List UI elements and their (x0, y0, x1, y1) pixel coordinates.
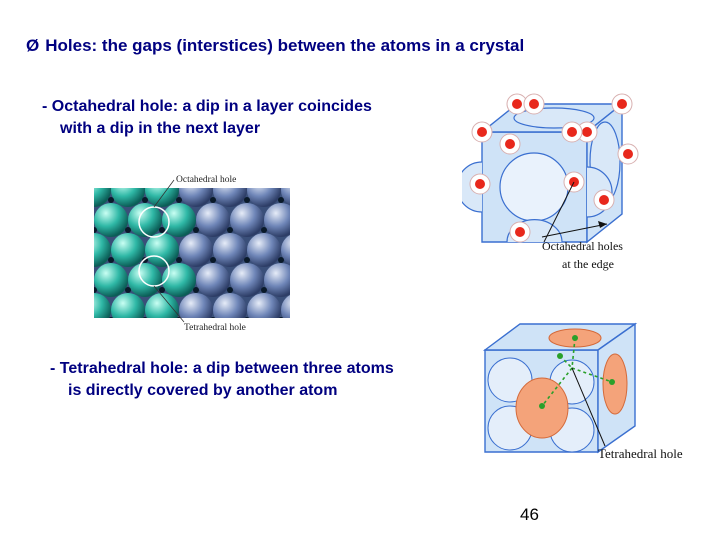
interstice-dot (295, 227, 301, 233)
packed-sphere (247, 293, 281, 327)
packed-sphere (213, 233, 247, 267)
tetrahedral-hole-label: Tetrahedral hole (184, 323, 246, 333)
interstice-dot (210, 197, 216, 203)
octahedral-holes-label-line2: at the edge (562, 257, 614, 271)
tetrahedral-cube-figure (480, 320, 718, 470)
packed-sphere (145, 173, 179, 207)
packed-sphere (179, 233, 213, 267)
octahedral-hole-dot (505, 139, 515, 149)
packed-sphere (111, 293, 145, 327)
tetrahedral-description (50, 358, 470, 402)
octahedral-hole-dot (567, 127, 577, 137)
octahedral-hole-dot (623, 149, 633, 159)
interstice-dot (142, 317, 148, 323)
packed-sphere (298, 263, 302, 297)
interstice-dot (176, 257, 182, 263)
packed-sphere (128, 203, 162, 237)
packed-sphere (230, 203, 264, 237)
page-number: 46 (520, 505, 539, 524)
packed-sphere (111, 173, 145, 207)
octahedral-hole-label: Octahedral hole (176, 175, 237, 185)
packed-sphere (213, 293, 247, 327)
packed-sphere (162, 263, 196, 297)
interstice-dot (295, 287, 301, 293)
tetrahedral-hole-cube-label: Tetrahedral hole (598, 446, 683, 461)
packed-sphere (128, 263, 162, 297)
interstice-dot (210, 257, 216, 263)
interstice-dot (227, 227, 233, 233)
packed-sphere (145, 233, 179, 267)
packed-sphere (298, 203, 302, 237)
interstice-dot (193, 287, 199, 293)
octahedral-hole-dot (477, 127, 487, 137)
interstice-dot (159, 287, 165, 293)
interstice-dot (108, 317, 114, 323)
interstice-dot (278, 317, 284, 323)
octahedral-hole-dot (512, 99, 522, 109)
slide-title-text: Holes: the gaps (interstices) between the atoms in a crystal (45, 36, 525, 55)
slide-title (26, 36, 524, 56)
interstice-dot (244, 257, 250, 263)
octahedral-line1: - Octahedral hole: a dip in a layer coincides (42, 98, 372, 115)
packed-sphere (111, 233, 145, 267)
interstice-dot (142, 197, 148, 203)
interstice-dot (108, 257, 114, 263)
packed-sphere (264, 263, 298, 297)
layer-packing-figure (92, 170, 302, 335)
tetrahedral-line1: - Tetrahedral hole: a dip between three atoms (50, 360, 394, 377)
arrow-bullet-icon: Ø (26, 36, 40, 55)
octahedral-hole-dot (617, 99, 627, 109)
central-sphere (500, 153, 568, 221)
octahedral-description (42, 96, 462, 140)
interstice-dot (125, 287, 131, 293)
interstice-dot (261, 287, 267, 293)
interstice-dot (278, 197, 284, 203)
octahedral-hole-dot (599, 195, 609, 205)
octahedral-hole-dot (582, 127, 592, 137)
packed-sphere (264, 203, 298, 237)
packed-sphere (196, 263, 230, 297)
octahedral-hole-dot (515, 227, 525, 237)
interstice-dot (176, 197, 182, 203)
packed-sphere (94, 263, 128, 297)
interstice-dot (261, 227, 267, 233)
octahedral-hole-dot (475, 179, 485, 189)
octahedral-holes-label-line1: Octahedral holes (542, 239, 623, 253)
octahedral-line2: with a dip in the next layer (60, 120, 261, 137)
packed-sphere (94, 203, 128, 237)
interstice-dot (278, 257, 284, 263)
interstice-dot (125, 227, 131, 233)
packed-sphere (196, 203, 230, 237)
packed-sphere (247, 173, 281, 207)
packed-sphere (247, 233, 281, 267)
interstice-dot (193, 227, 199, 233)
packed-sphere (162, 203, 196, 237)
octahedral-hole-dot (529, 99, 539, 109)
interstice-dot (108, 197, 114, 203)
interstice-dot (227, 287, 233, 293)
tetrahedral-line2: is directly covered by another atom (68, 382, 338, 399)
interstice-dot (244, 197, 250, 203)
octahedral-cube-figure (462, 92, 692, 277)
packed-sphere (230, 263, 264, 297)
